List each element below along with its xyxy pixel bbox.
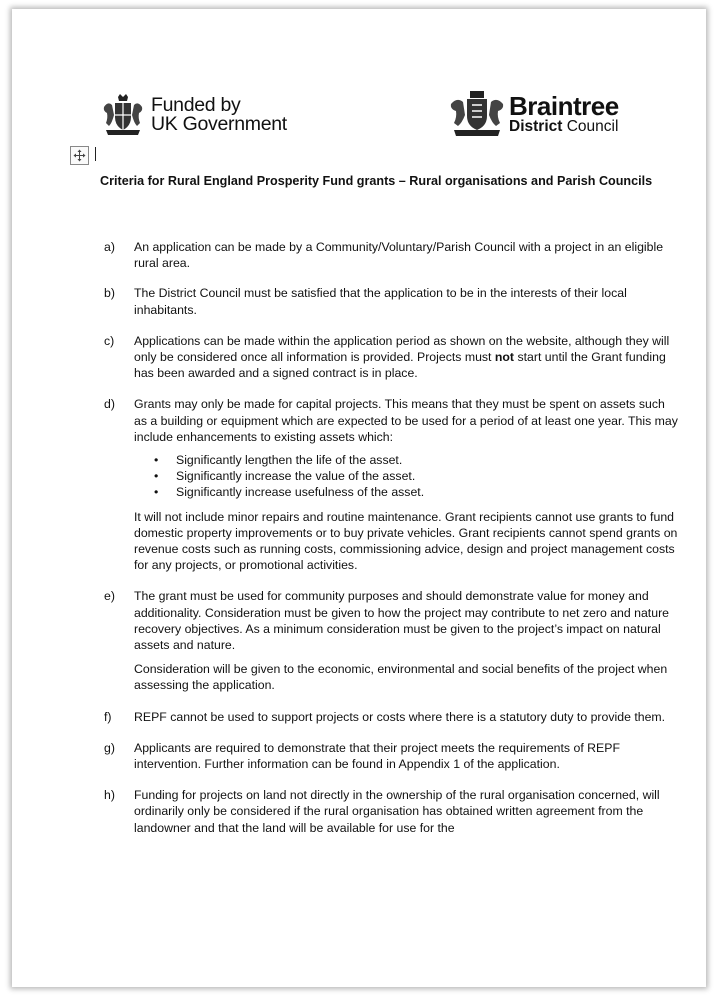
item-text-2: It will not include minor repairs and routine maintenance. Grant recipients cannot use grants to fund domestic property improvements or to buy private vehicles. Grant recipients cannot spend grants on revenue costs such as running costs, commissioning advice, design and project management costs for any projects, or promotional activities.: [134, 509, 678, 573]
bullet-item: • Significantly lengthen the life of the asset.: [134, 452, 680, 468]
move-arrows-icon: [73, 149, 86, 162]
logo-district: District: [509, 118, 563, 135]
item-label: a): [104, 240, 115, 254]
item-text: Grants may only be made for capital projects. This means that they must be spent on assets such as a building or equipment which are expected to be used for a period of at least one year. This may include enhancements to existing assets which:: [134, 397, 678, 444]
bullet-item: • Significantly increase usefulness of the asset.: [134, 484, 680, 500]
document-title: Criteria for Rural England Prosperity Fund grants – Rural organisations and Parish Councils: [100, 174, 653, 188]
item-label: e): [104, 589, 115, 604]
item-label: d): [104, 397, 115, 412]
criteria-item-f: [100, 709, 680, 725]
logo-braintree: Braintree: [509, 91, 619, 121]
table-move-handle[interactable]: [70, 146, 89, 165]
logo-district-council: [509, 119, 619, 135]
logo-council: Council: [562, 118, 619, 135]
document-page: [12, 9, 706, 987]
criteria-item-e: [100, 588, 680, 693]
item-label: c): [104, 333, 115, 348]
item-label: f): [104, 709, 112, 724]
criteria-item-h: [100, 787, 680, 836]
text-cursor: [95, 147, 96, 161]
logo-line-funded-by: Funded by: [151, 94, 241, 116]
item-text-part: Applications can be made within the application period as shown on the website, although they will only be considered once all information is provided. Projects must: [134, 333, 670, 365]
item-text: Funding for projects on land not directly in the ownership of the rural organisation concerned, will ordinarily only be considered if the rural organisation has obtained written agreement from the landowner and that the land will be available for use for the: [134, 788, 660, 835]
bullet-item: • Significantly increase the value of the asset.: [134, 468, 680, 484]
item-text: An application can be made by a Community/Voluntary/Parish Council with a project in an eligible rural area.: [134, 240, 664, 271]
braintree-crest-icon: [448, 89, 506, 139]
item-text: Applicants are required to demonstrate that their project meets the requirements of REPF intervention. Further information can be found in Appendix 1 of the application.: [134, 740, 620, 772]
royal-coat-of-arms-icon: [100, 93, 146, 137]
item-label: b): [104, 286, 115, 301]
item-text-part: start until the Grant funding has been awarded and a signed contract is in place.: [134, 350, 666, 381]
braintree-council-logo: [448, 89, 619, 139]
criteria-item-c: [100, 333, 680, 382]
criteria-item-d: [100, 396, 680, 573]
item-text-2: Consideration will be given to the economic, environmental and social benefits of the project when assessing the application.: [134, 662, 668, 693]
item-text: The District Council must be satisfied that the application to be in the interests of their local inhabitants.: [134, 286, 627, 317]
bullet-list: [134, 452, 680, 501]
criteria-list: [100, 239, 680, 836]
logo-line-uk-government: UK Government: [151, 113, 287, 135]
item-text-bold: not: [494, 350, 515, 365]
uk-government-logo: [100, 93, 287, 137]
item-label: h): [104, 788, 115, 803]
criteria-item-a: [100, 239, 680, 271]
item-label: g): [104, 740, 115, 755]
criteria-item-g: [100, 740, 680, 772]
item-text: [134, 333, 680, 382]
criteria-item-b: [100, 285, 680, 317]
item-text: The grant must be used for community purposes and should demonstrate value for money and additionality. Consideration must be given to how the project may contribute to net zero and nature recovery objectives. As a minimum consideration must be given to the project’s impact on natural assets and nature.: [134, 589, 669, 653]
item-text: REPF cannot be used to support projects or costs where there is a statutory duty to provide them.: [134, 709, 666, 724]
